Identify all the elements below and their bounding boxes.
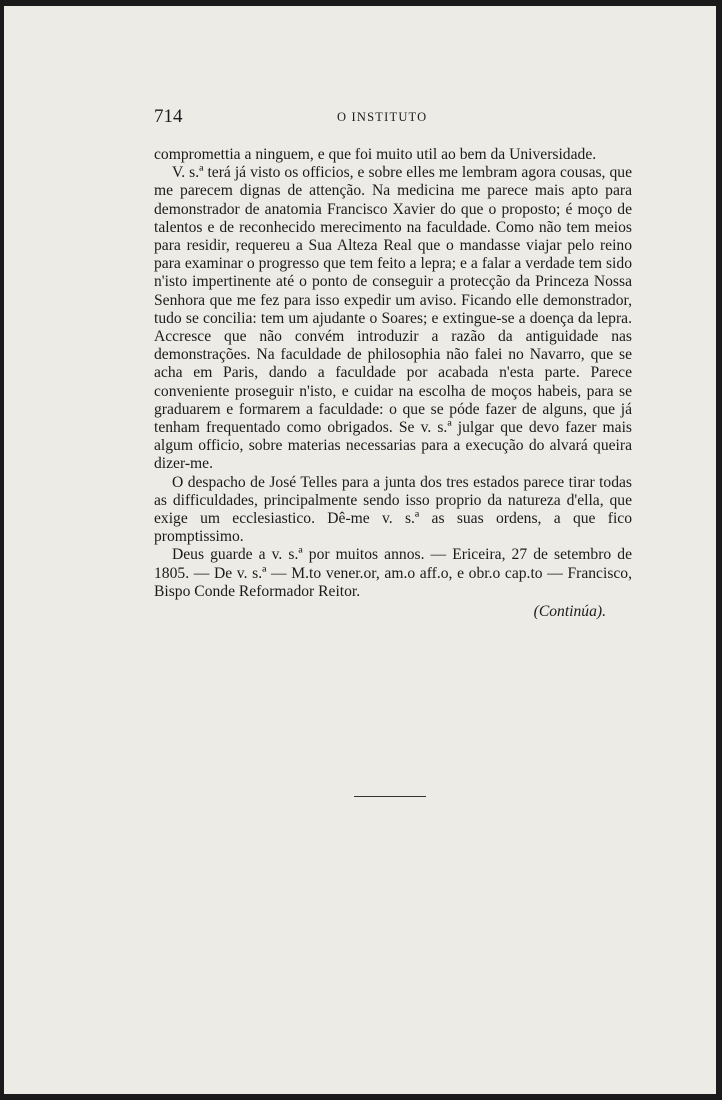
paragraph: compromettia a ninguem, e que foi muito util ao bem da Universidade. bbox=[154, 146, 597, 163]
page-number: 714 bbox=[154, 106, 183, 127]
paragraph: Deus guarde a v. s.ª por muitos annos. — Ericeira, 27 de setembro de 1805. — De v. s.ª — M.to vener.or, am.o aff.o, e obr.o cap.to — Francisco, Bispo Conde Reformador Reitor. bbox=[154, 546, 632, 600]
separator-rule bbox=[354, 796, 426, 797]
page-header bbox=[154, 106, 632, 130]
paragraph: O despacho de José Telles para a junta dos tres estados parece tirar todas as difficuldades, principalmente sendo isso proprio da natureza d'ella, que exige um ecclesiastico. Dê-me v. s.ª as suas ordens, a que fico promptissimo. bbox=[154, 473, 632, 546]
continuation-note: (Continúa). bbox=[533, 603, 606, 621]
body-text bbox=[154, 146, 632, 621]
paragraph: V. s.ª terá já visto os officios, e sobre elles me lembram agora cousas, que me parecem dignas de attenção. Na medicina me parece mais apto para demonstrador de anatomia Francisco Xavier do que o proposto; é moço de talentos e de reconhecido merecimento na faculdade. Como não tem meios para residir, requereu a Sua Alteza Real que o mandasse viajar pelo reino para examinar o progresso que tem feito a lepra; e a falar a verdade tem sido n'isto impertinente até o ponto de conseguir a protecção da Princeza Nossa Senhora que me fez para isso expedir um aviso. Ficando elle demonstrador, tudo se concilia: tem um ajudante o Soares; e extingue-se a doença da lepra. Accresce que não convém introduzir a razão da antiguidade nas demonstrações. Na faculdade de philosophia não falei no Navarro, que se acha em Paris, dando a faculdade por acabada n'esta parte. Parece conveniente proseguir n'isto, e cuidar na escolha de moços habeis, para se graduarem e formarem a faculdade: o que se póde fazer de alguns, que já tenham frequentado como obrigados. Se v. s.ª julgar que devo fazer mais algum officio, sobre materias necessarias para a execução do alvará queira dizer-me. bbox=[154, 164, 632, 473]
running-title: O INSTITUTO bbox=[337, 110, 428, 124]
document-page bbox=[4, 6, 716, 1094]
